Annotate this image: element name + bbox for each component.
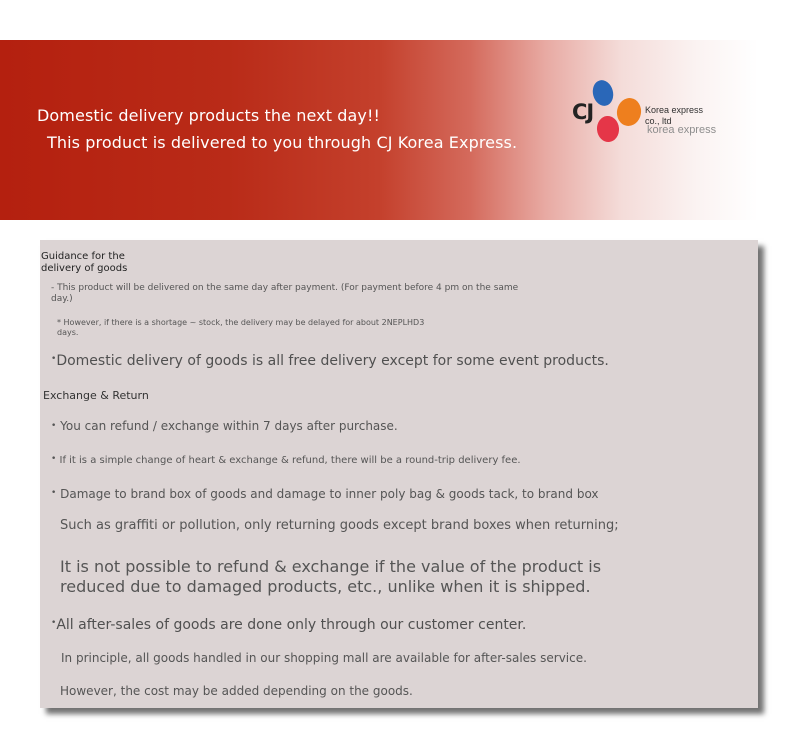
guidance-item-same-day-line1: - This product will be delivered on the same day after payment. (For payment before 4 pm on the same bbox=[51, 283, 519, 293]
exchange-after-sales-principle: In principle, all goods handled in our shopping mall are available for after-sales service. bbox=[61, 651, 587, 665]
bullet-icon: • bbox=[51, 618, 57, 628]
exchange-item-delivery-fee-text: If it is a simple change of heart & exchange & refund, there will be a round-trip delivery fee. bbox=[59, 455, 521, 466]
exchange-damage-note-line1: It is not possible to refund & exchange if the value of the product is bbox=[60, 557, 602, 576]
exchange-item-refund-window bbox=[51, 419, 398, 433]
exchange-heading: Exchange & Return bbox=[43, 389, 149, 402]
cj-petals-icon bbox=[592, 78, 648, 144]
guidance-item-free-delivery bbox=[51, 353, 609, 369]
guidance-item-shortage-line2: days. bbox=[57, 328, 79, 337]
exchange-item-brand-box-text: Damage to brand box of goods and damage to inner poly bag & goods tack, to brand box bbox=[60, 487, 599, 501]
exchange-item-after-sales bbox=[51, 617, 526, 633]
cj-korea-express-logo bbox=[570, 78, 750, 148]
guidance-heading-line2: delivery of goods bbox=[41, 263, 128, 274]
exchange-item-refund-window-text: You can refund / exchange within 7 days after purchase. bbox=[60, 419, 398, 433]
bullet-icon: • bbox=[51, 454, 57, 464]
exchange-item-brand-box-cont: Such as graffiti or pollution, only returning goods except brand boxes when returning; bbox=[60, 518, 619, 533]
banner-headline: Domestic delivery products the next day!! bbox=[37, 106, 381, 125]
delivery-banner bbox=[0, 40, 758, 220]
bullet-icon: • bbox=[51, 354, 57, 364]
info-panel bbox=[40, 240, 758, 708]
guidance-item-same-day-line2: day.) bbox=[51, 294, 73, 304]
logo-text-co-ltd: co., ltd bbox=[645, 116, 672, 126]
logo-cj-mark: CJ bbox=[572, 100, 594, 124]
guidance-item-free-delivery-text: Domestic delivery of goods is all free delivery except for some event products. bbox=[56, 353, 609, 369]
guidance-heading bbox=[41, 251, 127, 275]
exchange-item-after-sales-text: All after-sales of goods are done only through our customer center. bbox=[56, 617, 527, 633]
guidance-heading-line1: Guidance for the bbox=[41, 251, 125, 262]
bullet-icon: • bbox=[51, 421, 57, 431]
logo-text-korea-express-lower: korea express bbox=[647, 124, 717, 136]
guidance-item-same-day bbox=[51, 283, 518, 305]
guidance-item-shortage-line1: * However, if there is a shortage ~ stock, the delivery may be delayed for about 2NEPLHD3 bbox=[57, 318, 425, 327]
logo-text-korea-express: Korea express bbox=[645, 105, 704, 115]
exchange-item-delivery-fee bbox=[51, 454, 521, 466]
bullet-icon: • bbox=[51, 488, 57, 498]
exchange-damage-note-line2: reduced due to damaged products, etc., unlike when it is shipped. bbox=[60, 577, 591, 596]
guidance-item-shortage bbox=[57, 318, 424, 338]
banner-subline: This product is delivered to you through CJ Korea Express. bbox=[47, 133, 518, 152]
exchange-damage-note bbox=[60, 557, 601, 597]
exchange-item-brand-box bbox=[51, 487, 599, 501]
exchange-after-sales-cost: However, the cost may be added depending on the goods. bbox=[60, 684, 413, 698]
